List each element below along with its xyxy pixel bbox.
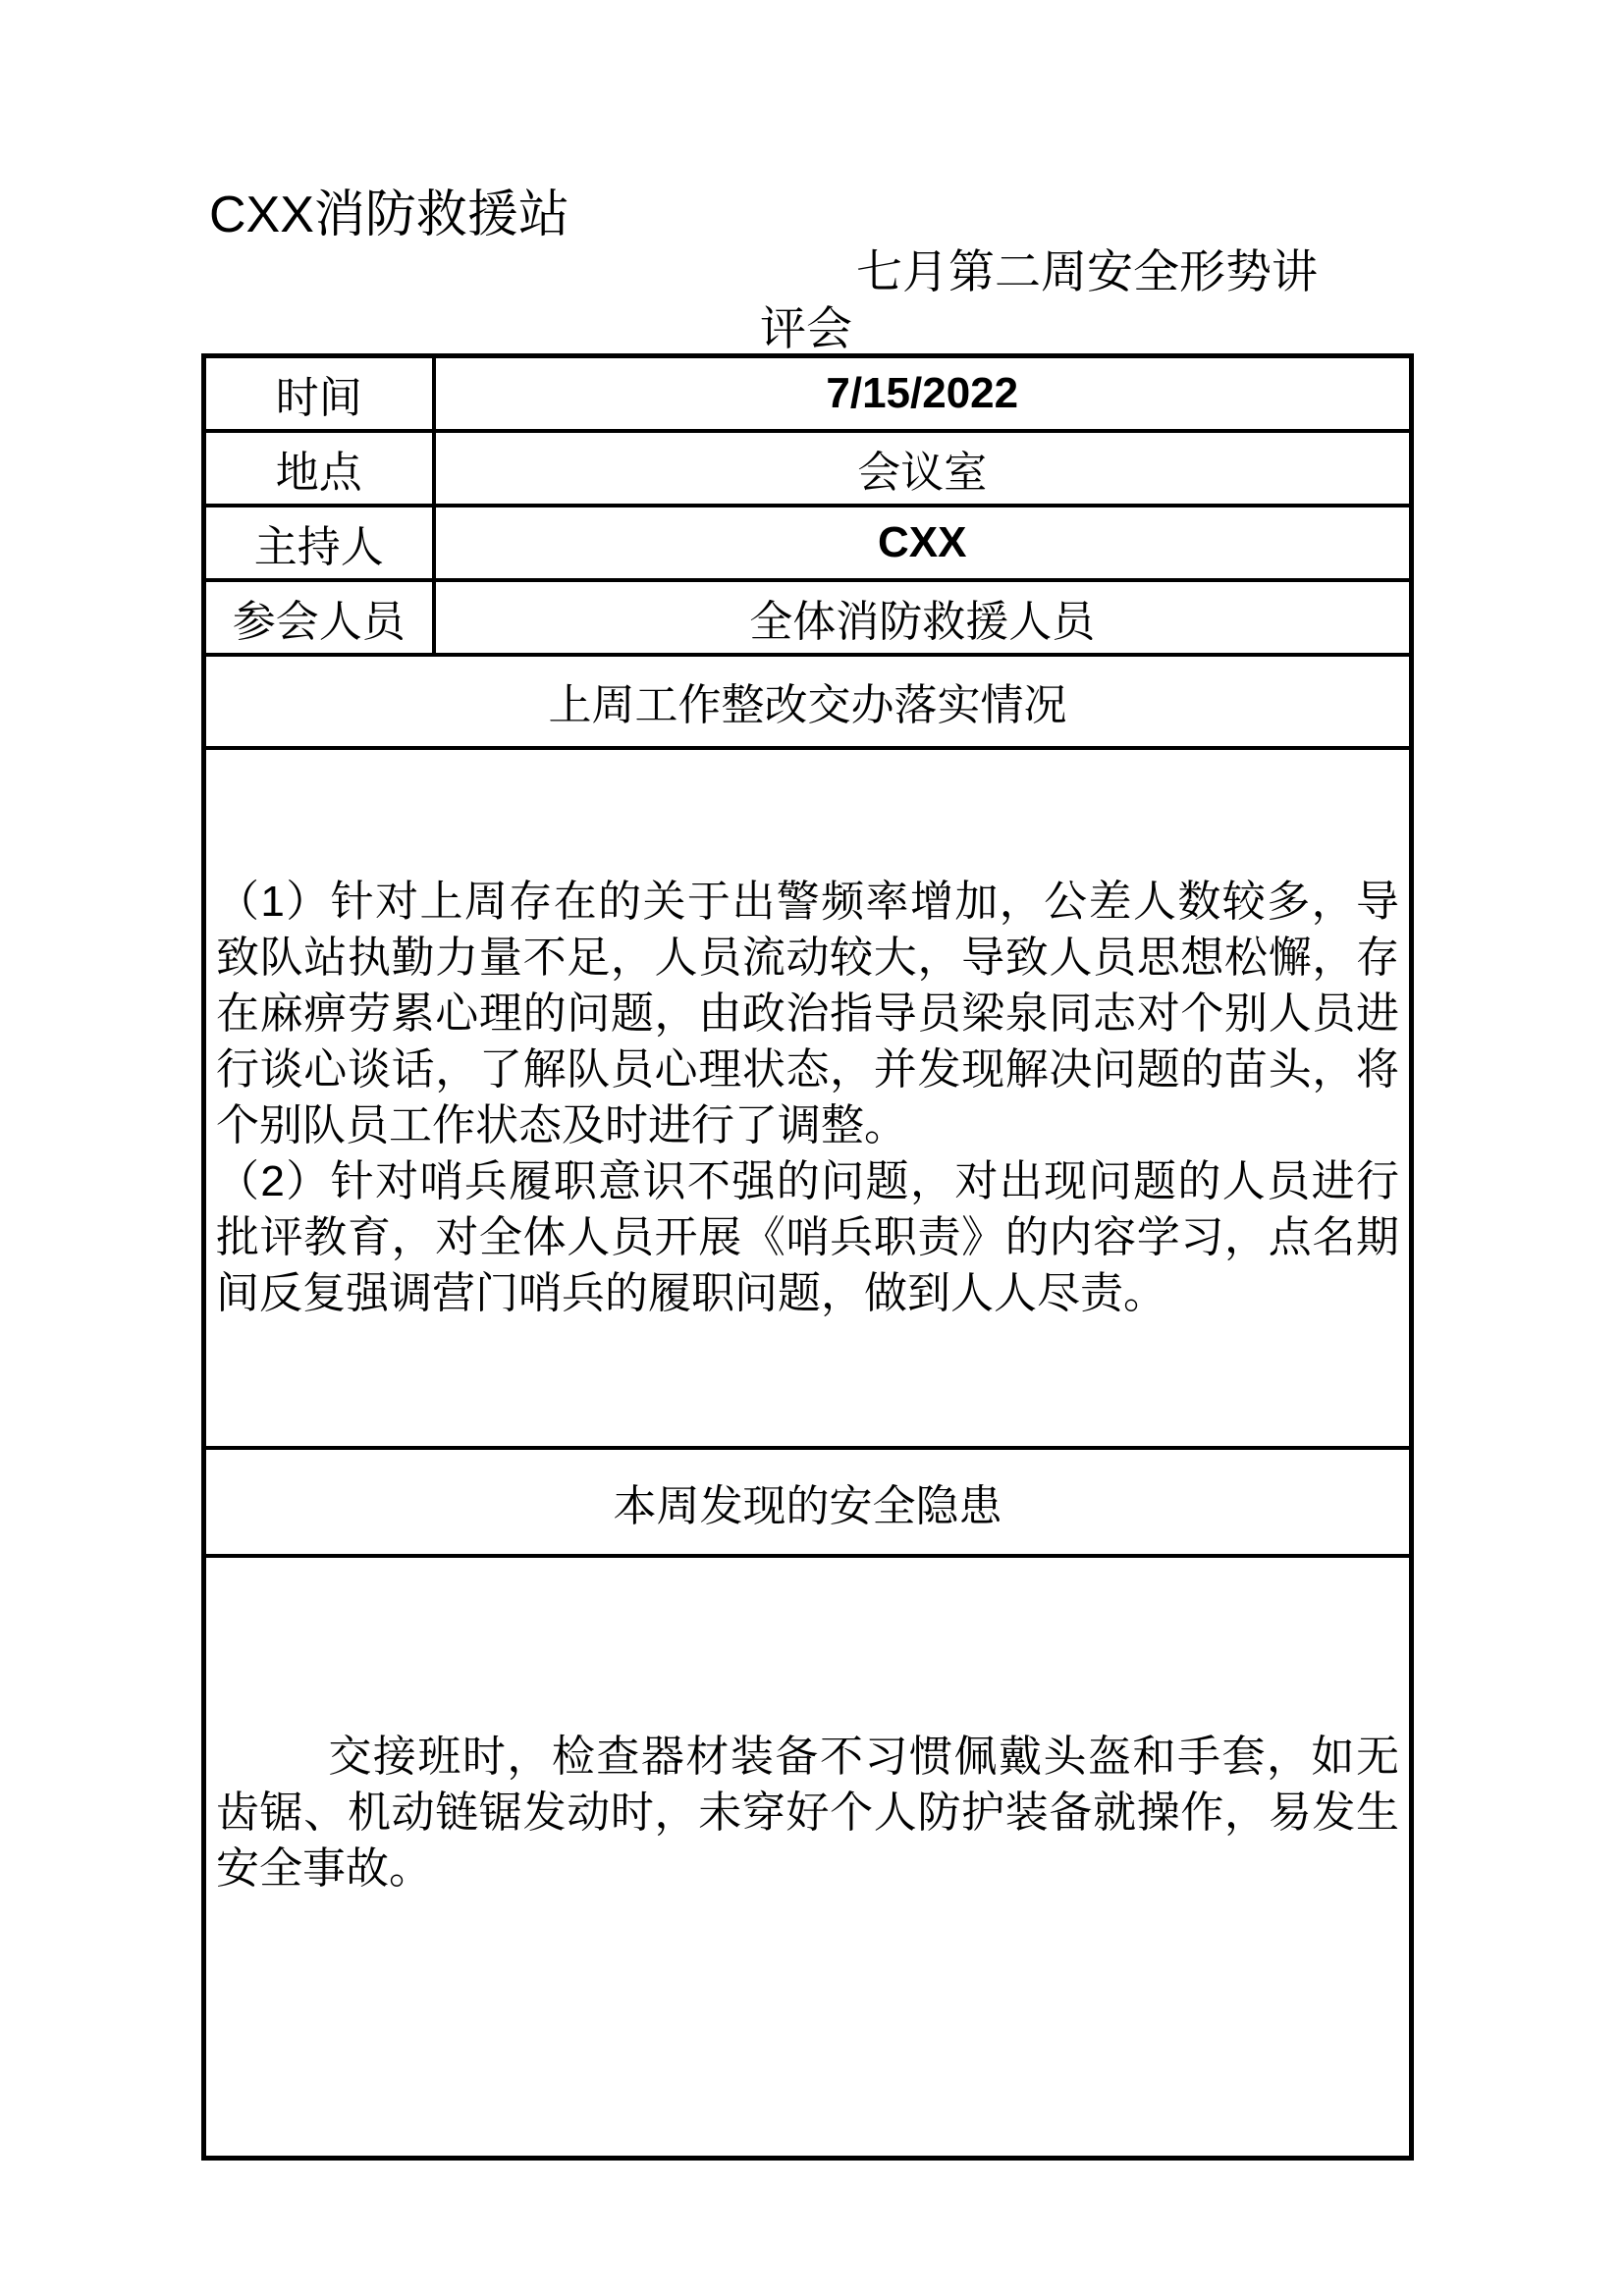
meeting-record-table bbox=[201, 353, 1414, 2161]
row-section1-content bbox=[204, 748, 1412, 1448]
location-label: 地点 bbox=[204, 431, 434, 506]
meeting-title-line2: 评会 bbox=[760, 302, 852, 354]
section2-content bbox=[204, 1556, 1412, 2159]
meeting-title-line1: 七月第二周安全形势讲 bbox=[856, 245, 1318, 297]
location-value: 会议室 bbox=[434, 431, 1412, 506]
row-section2-content bbox=[204, 1556, 1412, 2159]
section1-paragraph-1: （1）针对上周存在的关于出警频率增加，公差人数较多，导致队站执勤力量不足，人员流动较大，导致人员思想松懈，存在麻痹劳累心理的问题，由政治指导员梁泉同志对个别人员进行谈心谈话，了解队员心理状态，并发现解决问题的苗头，将个别队员工作状态及时进行了调整。 bbox=[216, 878, 1399, 1149]
time-label: 时间 bbox=[204, 356, 434, 431]
section1-content bbox=[204, 748, 1412, 1448]
attendees-label: 参会人员 bbox=[204, 580, 434, 655]
section1-paragraph-2: （2）针对哨兵履职意识不强的问题，对出现问题的人员进行批评教育，对全体人员开展《哨兵职责》的内容学习，点名期间反复强调营门哨兵的履职问题，做到人人尽责。 bbox=[216, 1157, 1399, 1317]
section1-header: 上周工作整改交办落实情况 bbox=[204, 655, 1412, 748]
row-attendees bbox=[204, 580, 1412, 655]
section2-header: 本周发现的安全隐患 bbox=[204, 1448, 1412, 1556]
row-section2-header bbox=[204, 1448, 1412, 1556]
attendees-value: 全体消防救援人员 bbox=[434, 580, 1412, 655]
station-name: CXX消防救援站 bbox=[209, 187, 569, 243]
row-host bbox=[204, 506, 1412, 580]
host-value: CXX bbox=[434, 506, 1412, 580]
row-section1-header bbox=[204, 655, 1412, 748]
host-label: 主持人 bbox=[204, 506, 434, 580]
time-value: 7/15/2022 bbox=[434, 356, 1412, 431]
row-location bbox=[204, 431, 1412, 506]
section2-paragraph: 交接班时，检查器材装备不习惯佩戴头盔和手套，如无齿锯、机动链锯发动时，未穿好个人防护装备就操作，易发生安全事故。 bbox=[216, 1732, 1399, 1893]
row-time bbox=[204, 356, 1412, 431]
